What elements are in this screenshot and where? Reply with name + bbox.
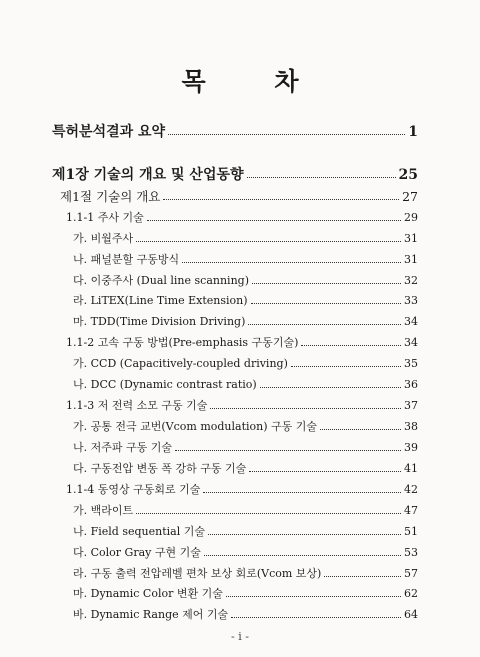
- toc-entry[interactable]: [73, 523, 418, 539]
- toc-entry[interactable]: [73, 585, 418, 601]
- toc-entry-page: 51: [404, 525, 418, 538]
- toc-entry[interactable]: [52, 164, 418, 184]
- toc-leader-dots: [231, 617, 401, 618]
- toc-entry-page: 34: [404, 315, 418, 328]
- toc-entry-label: 나. 패널분할 구동방식: [73, 253, 180, 266]
- toc-leader-dots: [210, 408, 401, 409]
- toc-entry-page: 25: [398, 167, 418, 183]
- page-number: - i -: [231, 630, 249, 643]
- toc-entry[interactable]: [66, 209, 418, 225]
- toc-entry-label: 바. Dynamic Range 제어 기술: [73, 608, 229, 621]
- toc-entry-page: 62: [404, 587, 418, 600]
- toc-leader-dots: [182, 262, 401, 263]
- toc-entry-label: 가. 백라이트: [73, 504, 134, 517]
- toc-entry-page: 31: [404, 232, 418, 245]
- toc-leader-dots: [203, 492, 401, 493]
- toc-entry[interactable]: [60, 187, 418, 205]
- toc-entry[interactable]: [73, 544, 418, 560]
- toc-leader-dots: [252, 283, 401, 284]
- toc-entry[interactable]: [73, 606, 418, 622]
- toc-entry-page: 29: [404, 211, 418, 224]
- toc-entry-label: 1.1-3 저 전력 소모 구동 기술: [66, 399, 208, 412]
- toc-entry-page: 32: [404, 274, 418, 287]
- toc-entry-page: 36: [404, 378, 418, 391]
- toc-entry[interactable]: [73, 565, 418, 581]
- toc-leader-dots: [226, 596, 401, 597]
- toc-entry-page: 47: [404, 504, 418, 517]
- page-title: 목 차: [181, 67, 329, 96]
- toc-entry[interactable]: [73, 502, 418, 518]
- toc-entry-page: 27: [402, 189, 418, 204]
- toc-entry-label: 다. 이중주사 (Dual line scanning): [73, 274, 249, 287]
- toc-entry-page: 33: [404, 294, 418, 307]
- toc-entry[interactable]: [73, 251, 418, 267]
- toc-entry-page: 31: [404, 253, 418, 266]
- toc-entry-label: 라. 구동 출력 전압레벨 편차 보상 회로(Vcom 보상): [73, 567, 322, 580]
- toc-entry[interactable]: [73, 460, 418, 476]
- toc-leader-dots: [136, 513, 401, 514]
- toc-entry[interactable]: [73, 355, 418, 371]
- toc-leader-dots: [291, 366, 401, 367]
- toc-leader-dots: [168, 134, 405, 135]
- toc-entry[interactable]: [66, 334, 418, 350]
- toc-entry-page: 64: [404, 608, 418, 621]
- toc-leader-dots: [175, 450, 401, 451]
- toc-leader-dots: [204, 555, 401, 556]
- toc-leader-dots: [147, 220, 401, 221]
- toc-entry-label: 라. LiTEX(Line Time Extension): [73, 294, 248, 307]
- toc-leader-dots: [301, 345, 401, 346]
- toc-entry-label: 제1절 기술의 개요: [60, 189, 161, 204]
- toc-leader-dots: [248, 324, 401, 325]
- toc-entry[interactable]: [73, 418, 418, 434]
- toc-entry-page: 37: [404, 399, 418, 412]
- toc-entry[interactable]: [73, 376, 418, 392]
- toc-entry-page: 1: [408, 124, 418, 140]
- toc-leader-dots: [260, 387, 401, 388]
- toc-entry-label: 1.1-2 고속 구동 방법(Pre-emphasis 구동기술): [66, 336, 299, 349]
- toc-entry[interactable]: [73, 439, 418, 455]
- toc-entry-label: 가. 비월주사: [73, 232, 134, 245]
- toc-entry-label: 나. 저주파 구동 기술: [73, 441, 172, 454]
- toc-leader-dots: [136, 241, 401, 242]
- toc-entry-page: 42: [404, 483, 418, 496]
- toc-entry-label: 나. Field sequential 기술: [73, 525, 205, 538]
- toc-entry-page: 35: [404, 357, 418, 370]
- toc-leader-dots: [208, 534, 401, 535]
- toc-entry-page: 39: [404, 441, 418, 454]
- toc-entry[interactable]: [73, 230, 418, 246]
- toc-entry-label: 1.1-4 동영상 구동회로 기술: [66, 483, 201, 496]
- toc-entry-page: 53: [404, 546, 418, 559]
- toc-entry-label: 마. Dynamic Color 변환 기술: [73, 587, 223, 600]
- toc-entry-label: 가. CCD (Capacitively-coupled driving): [73, 357, 288, 370]
- toc-leader-dots: [247, 177, 396, 178]
- toc-leader-dots: [249, 471, 401, 472]
- toc-entry-label: 제1장 기술의 개요 및 산업동향: [52, 167, 244, 183]
- toc-entry-page: 38: [404, 420, 418, 433]
- toc-leader-dots: [251, 303, 401, 304]
- toc-entry-label: 나. DCC (Dynamic contrast ratio): [73, 378, 257, 391]
- toc-entry-page: 34: [404, 336, 418, 349]
- toc-entry[interactable]: [73, 272, 418, 288]
- toc-entry[interactable]: [73, 313, 418, 329]
- toc-entry-page: 57: [404, 567, 418, 580]
- toc-entry[interactable]: [66, 481, 418, 497]
- toc-entry[interactable]: [73, 292, 418, 308]
- toc-entry-label: 가. 공통 전극 교번(Vcom modulation) 구동 기술: [73, 420, 318, 433]
- toc-leader-dots: [163, 199, 399, 200]
- toc-entry[interactable]: [66, 397, 418, 413]
- toc-entry[interactable]: [52, 121, 418, 141]
- toc-entry-label: 다. Color Gray 구현 기술: [73, 546, 201, 559]
- toc-entry-label: 다. 구동전압 변동 폭 강하 구동 기술: [73, 462, 247, 475]
- toc-leader-dots: [320, 429, 401, 430]
- toc-entry-label: 마. TDD(Time Division Driving): [73, 315, 246, 328]
- toc-entry-page: 41: [404, 462, 418, 475]
- toc-leader-dots: [324, 576, 401, 577]
- toc-entry-label: 특허분석결과 요약: [52, 124, 166, 140]
- toc-entry-label: 1.1-1 주사 기술: [66, 211, 144, 224]
